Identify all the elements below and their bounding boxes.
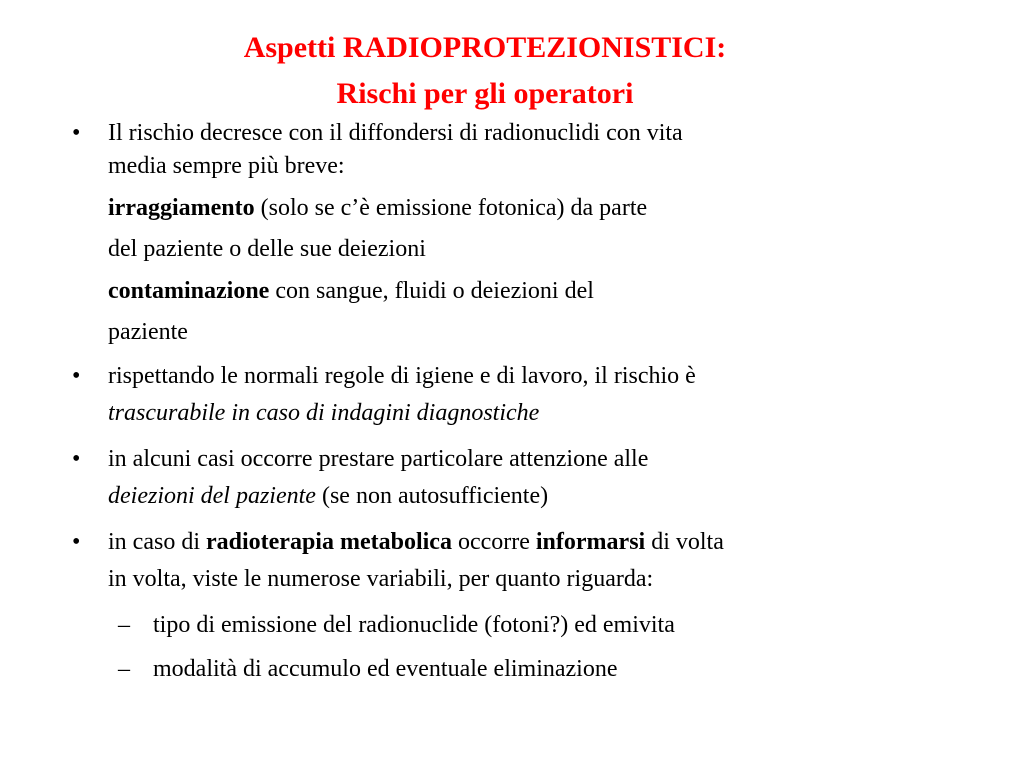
dash-icon: – — [118, 612, 130, 638]
bullet-3-line-2 — [108, 481, 548, 511]
bullet-icon: • — [72, 120, 81, 146]
bullet-2-line-1: rispettando le normali regole di igiene e di lavoro, il rischio è — [108, 363, 696, 389]
bullet-1-line-1: Il rischio decresce con il diffondersi di radionuclidi con vita — [108, 120, 683, 146]
bullet-2-line-2 — [108, 398, 539, 428]
bullet-4-bold-b: informarsi — [535, 529, 646, 555]
bullet-4-text-a: in caso di — [108, 529, 206, 555]
bullet-3-italic: deiezioni del paziente — [108, 483, 316, 509]
slide-title-line-1: Aspetti RADIOPROTEZIONISTICI: — [243, 31, 727, 64]
irraggiamento-desc: (solo se c’è emissione fotonica) da parte — [254, 195, 648, 221]
bullet-4-line-1 — [108, 527, 724, 557]
contaminazione-line — [108, 276, 594, 306]
bullet-icon: • — [72, 363, 81, 389]
bullet-4-text-c: di volta — [645, 529, 724, 555]
irraggiamento-term: irraggiamento — [108, 195, 255, 221]
irraggiamento-line-2: del paziente o delle sue deiezioni — [108, 236, 426, 262]
bullet-icon: • — [72, 529, 81, 555]
contaminazione-desc: con sangue, fluidi o deiezioni del — [269, 278, 594, 304]
bullet-icon: • — [72, 446, 81, 472]
contaminazione-term: contaminazione — [108, 278, 270, 304]
sub-item-2: modalità di accumulo ed eventuale eliminazione — [153, 656, 618, 682]
bullet-4-bold-a: radioterapia metabolica — [205, 529, 452, 555]
bullet-3-rest: (se non autosufficiente) — [315, 483, 549, 509]
bullet-4-line-2: in volta, viste le numerose variabili, per quanto riguarda: — [108, 566, 654, 592]
bullet-4-text-b: occorre — [451, 529, 536, 555]
slide-title-line-2: Rischi per gli operatori — [336, 77, 634, 110]
bullet-1-line-2: media sempre più breve: — [108, 153, 345, 179]
bullet-3-line-1: in alcuni casi occorre prestare particolare attenzione alle — [108, 446, 649, 472]
contaminazione-line-2: paziente — [108, 319, 188, 345]
bullet-2-italic: trascurabile in caso di indagini diagnostiche — [108, 400, 540, 426]
dash-icon: – — [118, 656, 130, 682]
sub-item-1: tipo di emissione del radionuclide (fotoni?) ed emivita — [153, 612, 675, 638]
irraggiamento-line — [108, 193, 647, 223]
